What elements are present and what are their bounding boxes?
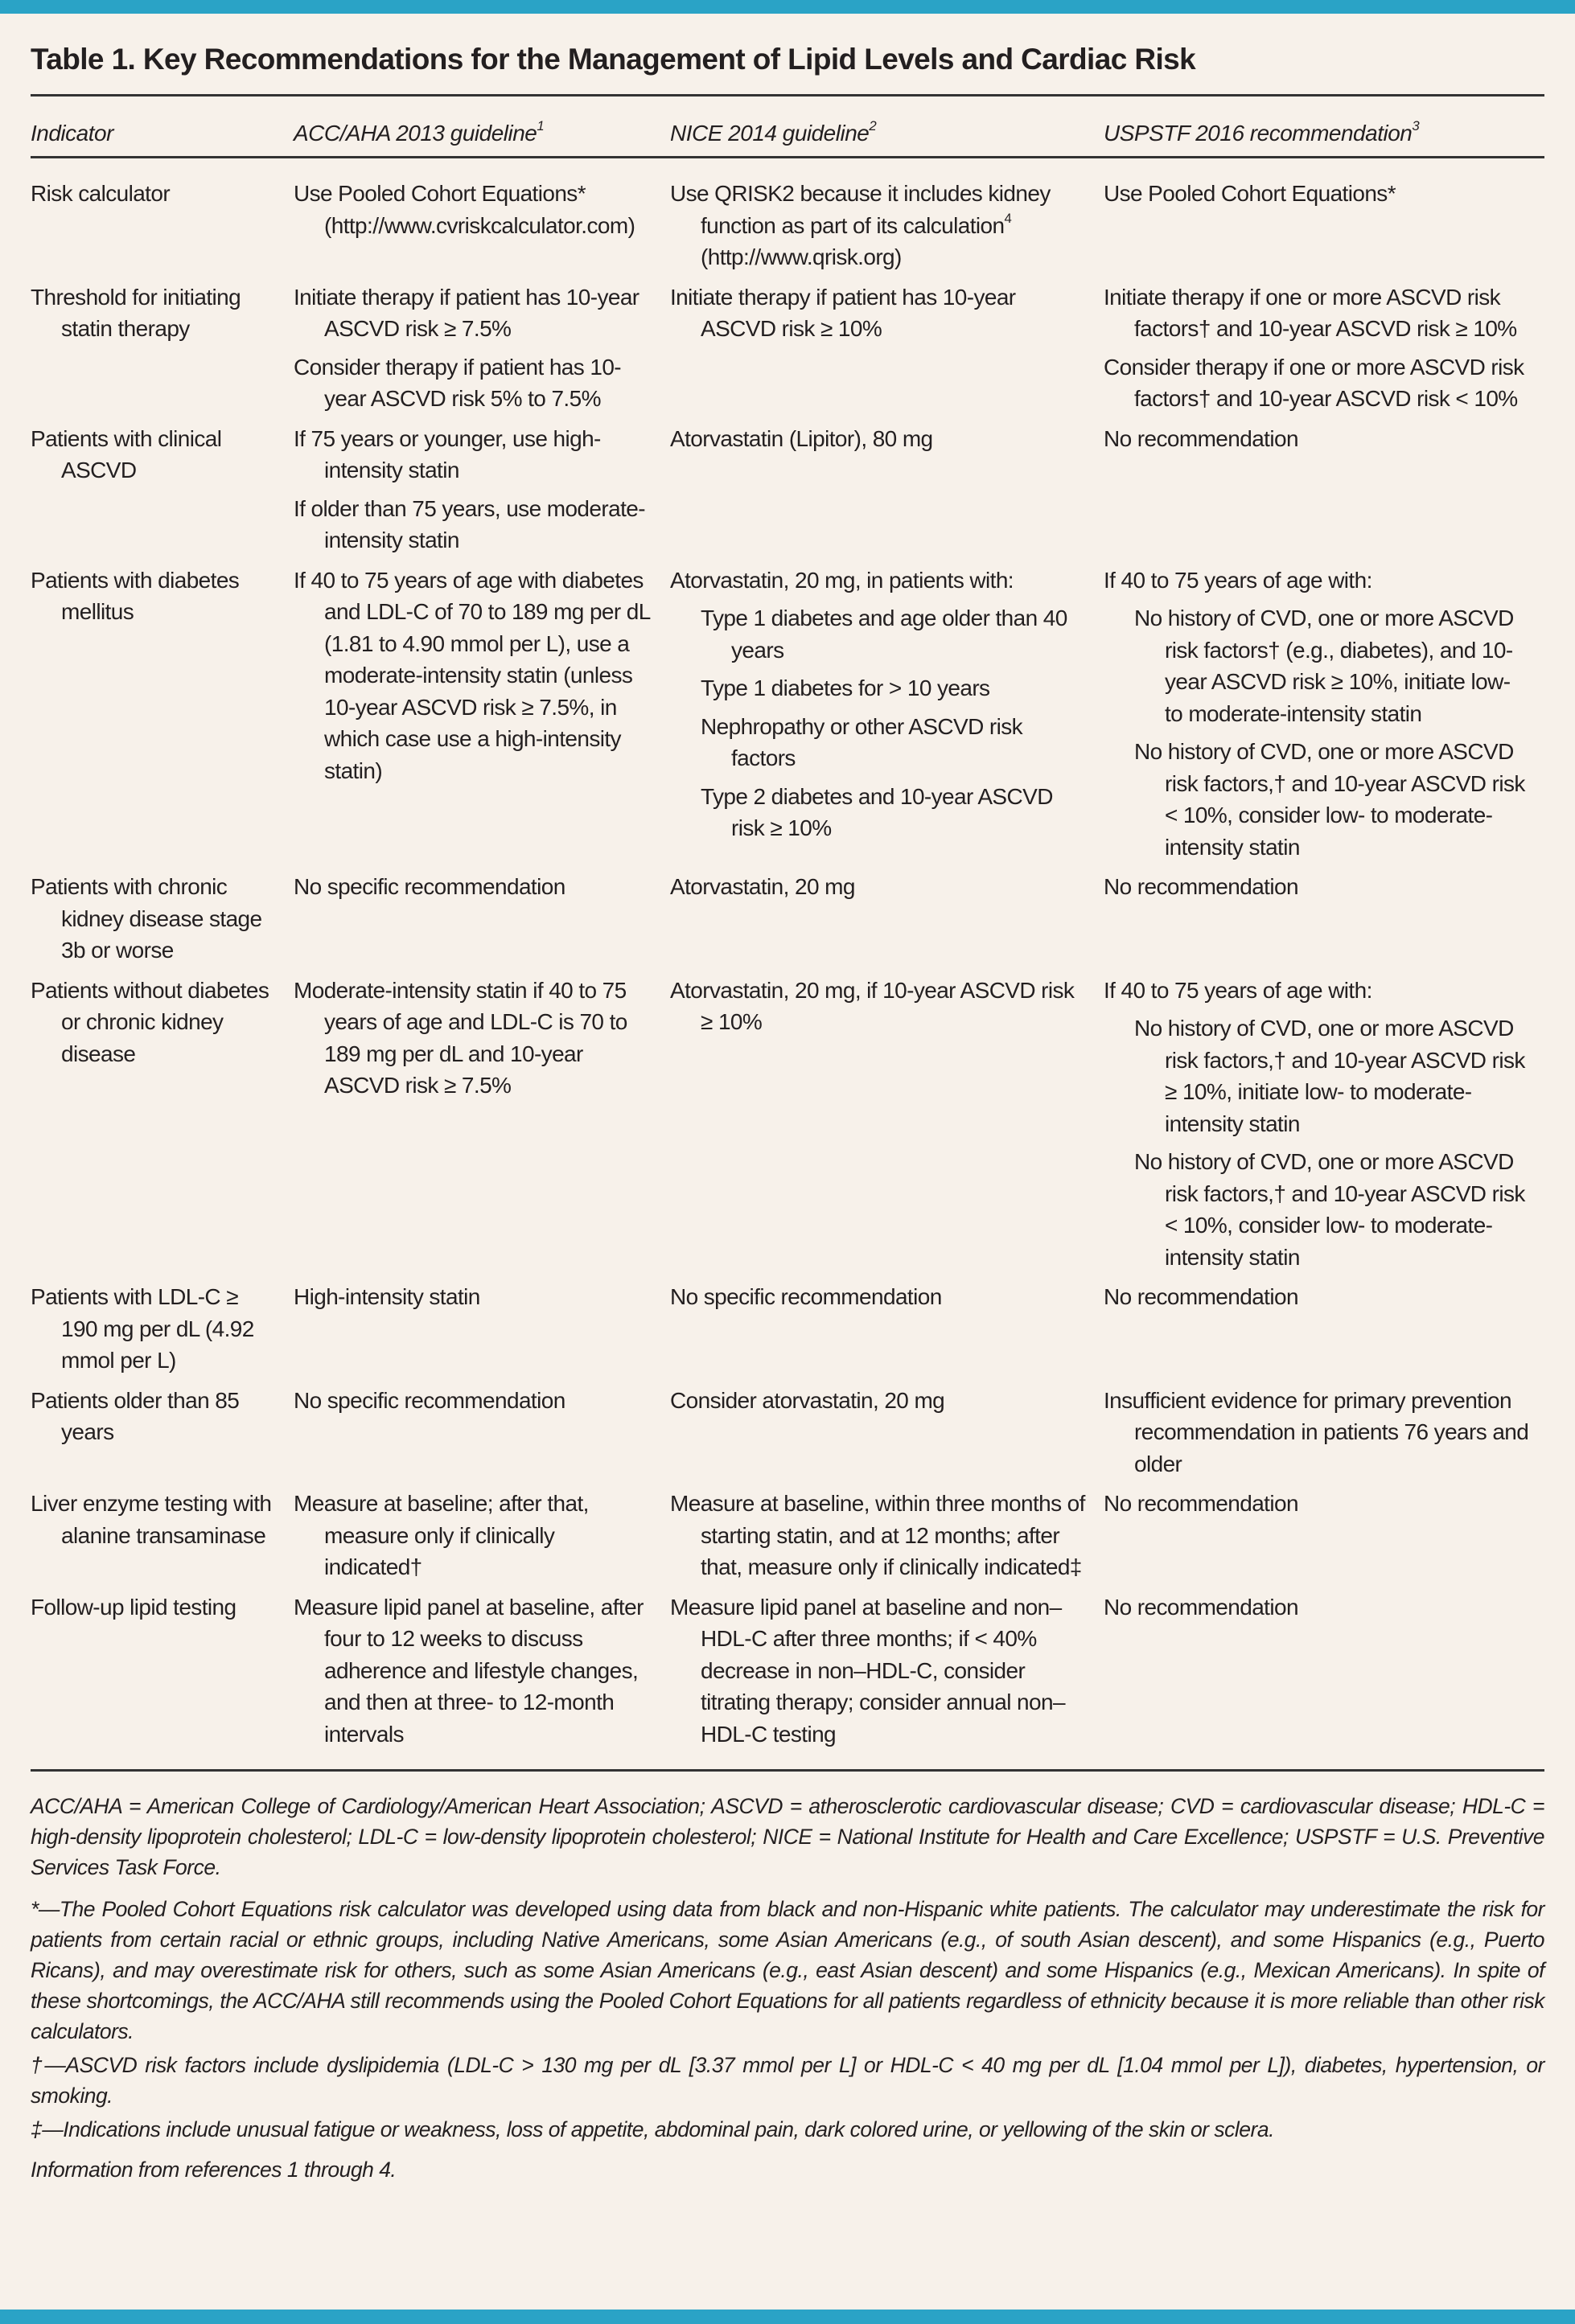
cell-uspstf	[1104, 565, 1544, 872]
recommendation	[1104, 871, 1530, 903]
header-row	[31, 96, 1544, 156]
table-row	[31, 565, 1544, 872]
table-body	[31, 158, 1544, 1758]
cell-uspstf	[1104, 975, 1544, 1282]
table-row	[31, 158, 1544, 281]
cell-uspstf	[1104, 281, 1544, 423]
recommendation-text: If 40 to 75 years of age with:	[1104, 567, 1372, 593]
recommendation-text: No history of CVD, one or more ASCVD risk factors,† and 10-year ASCVD risk ≥ 10%, initiate low- to moderate-intensity statin	[1134, 1016, 1525, 1136]
indicator-label: Patients with diabetes mellitus	[31, 567, 240, 624]
cell-acc-aha	[294, 565, 670, 872]
sub-recommendation	[670, 602, 1089, 666]
table-row	[31, 871, 1544, 975]
recommendation-text: No recommendation	[1104, 425, 1298, 451]
recommendation-text: Moderate-intensity statin if 40 to 75 years of age and LDL-C is 70 to 189 mg per dL and 10-year ASCVD risk ≥ 7.5%	[294, 977, 627, 1098]
cell-indicator	[31, 1385, 294, 1488]
recommendation-text: Type 1 diabetes and age older than 40 years	[701, 606, 1067, 663]
recommendation	[1104, 1591, 1530, 1624]
recommendation-text: Use Pooled Cohort Equations* (http://www.cvriskcalculator.com)	[294, 181, 635, 238]
cell-nice	[670, 565, 1104, 872]
cell-acc-aha	[294, 1591, 670, 1759]
recommendation	[294, 1385, 656, 1417]
footnote-asterisk: *—The Pooled Cohort Equations risk calculator was developed using data from black and non-Hispanic white patients. The calculator may underestimate the risk for patients from certain racial or ethnic groups, including Native Americans, some Asian Americans (e.g., of south Asian descent), and some Hispanics (e.g., Puerto Ricans), and may overestimate risk for others, such as some Asian Americans (e.g., east Asian descent) and some Hispanics (e.g., Mexican Americans). In spite of these shortcomings, the ACC/AHA still recommends using the Pooled Cohort Equations for all patients regardless of ethnicity because it is more reliable than other risk calculators.	[31, 1897, 1544, 2043]
indicator-label: Patients with clinical ASCVD	[31, 425, 222, 482]
recommendation-text: Measure at baseline; after that, measure only if clinically indicated†	[294, 1491, 589, 1579]
column-header-acc-aha: ACC/AHA 2013 guideline$^1$	[294, 118, 545, 146]
recommendation	[294, 1281, 656, 1313]
table-row	[31, 281, 1544, 423]
reference-superscript: 4	[1004, 210, 1012, 226]
recommendation-text: Measure lipid panel at baseline, after four to 12 weeks to discuss adherence and lifestyle changes, and then at three- to 12-month intervals	[294, 1594, 644, 1747]
cell-acc-aha	[294, 1488, 670, 1591]
recommendation-text: No recommendation	[1104, 1594, 1298, 1620]
recommendation-text: No history of CVD, one or more ASCVD risk factors,† and 10-year ASCVD risk < 10%, consider low- to moderate-intensity statin	[1134, 1149, 1525, 1270]
reference-superscript: 1	[537, 118, 545, 134]
table-row	[31, 1385, 1544, 1488]
cell-acc-aha	[294, 158, 670, 281]
recommendation	[1104, 975, 1530, 1007]
recommendation-text: Atorvastatin, 20 mg	[670, 874, 855, 899]
recommendation-text: No history of CVD, one or more ASCVD risk factors,† and 10-year ASCVD risk < 10%, consider low- to moderate-intensity statin	[1134, 739, 1525, 860]
indicator-label: Patients with chronic kidney disease stage 3b or worse	[31, 874, 262, 963]
recommendation	[670, 1385, 1089, 1417]
recommendation-text: Nephropathy or other ASCVD risk factors	[701, 713, 1023, 770]
table-bottom-rule	[31, 1769, 1544, 1772]
recommendation	[294, 493, 656, 556]
recommendation-text: Atorvastatin, 20 mg, in patients with:	[670, 567, 1014, 593]
sub-recommendation	[1104, 602, 1530, 729]
cell-nice	[670, 1488, 1104, 1591]
cell-nice	[670, 871, 1104, 975]
recommendation-text: If 75 years or younger, use high-intensity statin	[294, 425, 601, 482]
column-header-indicator: Indicator	[31, 121, 113, 146]
indicator-label: Patients older than 85 years	[31, 1387, 240, 1444]
table-row	[31, 1591, 1544, 1759]
sub-recommendation	[1104, 1012, 1530, 1139]
cell-indicator	[31, 975, 294, 1282]
recommendation	[1104, 1281, 1530, 1313]
recommendation-text: No recommendation	[1104, 874, 1298, 899]
cell-nice	[670, 1385, 1104, 1488]
cell-acc-aha	[294, 871, 670, 975]
indicator-label: Patients with LDL-C ≥ 190 mg per dL (4.92 mmol per L)	[31, 1284, 254, 1373]
recommendation-text: No recommendation	[1104, 1284, 1298, 1309]
recommendation-text: Consider therapy if patient has 10-year ASCVD risk 5% to 7.5%	[294, 354, 622, 411]
recommendation	[670, 565, 1089, 597]
cell-uspstf	[1104, 1281, 1544, 1385]
cell-nice	[670, 1281, 1104, 1385]
table-footnotes	[31, 1791, 1544, 2185]
cell-nice	[670, 975, 1104, 1282]
cell-uspstf	[1104, 1591, 1544, 1759]
recommendation-text: Initiate therapy if patient has 10-year ASCVD risk ≥ 7.5%	[294, 284, 639, 341]
recommendation-text: If 40 to 75 years of age with:	[1104, 977, 1372, 1003]
recommendation	[670, 1488, 1089, 1583]
indicator-label: Risk calculator	[31, 181, 171, 206]
recommendation-text: Type 2 diabetes and 10-year ASCVD risk ≥ 10%	[701, 783, 1053, 840]
cell-uspstf	[1104, 1385, 1544, 1488]
recommendation	[294, 351, 656, 415]
indicator-label: Follow-up lipid testing	[31, 1594, 236, 1620]
recommendation	[670, 423, 1089, 455]
footnote-source: Information from references 1 through 4.	[31, 2158, 397, 2182]
sub-recommendation	[670, 672, 1089, 704]
recommendation	[1104, 351, 1530, 415]
reference-superscript: 2	[869, 118, 877, 134]
recommendation-text: Initiate therapy if patient has 10-year ASCVD risk ≥ 10%	[670, 284, 1016, 341]
sub-recommendation	[1104, 736, 1530, 863]
cell-uspstf	[1104, 871, 1544, 975]
recommendation-text: No specific recommendation	[294, 1387, 565, 1413]
recommendation-text: No specific recommendation	[670, 1284, 942, 1309]
cell-nice	[670, 1591, 1104, 1759]
table-row	[31, 1488, 1544, 1591]
cell-indicator	[31, 565, 294, 872]
recommendation	[1104, 565, 1530, 597]
recommendation	[1104, 1488, 1530, 1520]
cell-indicator	[31, 281, 294, 423]
recommendation-text: Insufficient evidence for primary prevention recommendation in patients 76 years and older	[1104, 1387, 1529, 1476]
recommendation-text: If older than 75 years, use moderate-intensity statin	[294, 495, 645, 552]
recommendation	[670, 871, 1089, 903]
cell-uspstf	[1104, 1488, 1544, 1591]
cell-nice	[670, 158, 1104, 281]
cell-uspstf	[1104, 423, 1544, 565]
recommendation	[294, 871, 656, 903]
recommendation	[1104, 178, 1530, 210]
recommendation-text: If 40 to 75 years of age with diabetes and LDL-C of 70 to 189 mg per dL (1.81 to 4.90 mmol per L), use a moderate-intensity statin (unless 10-year ASCVD risk ≥ 7.5%, in which case use a high-intensity statin)	[294, 567, 650, 783]
recommendation-text: Measure lipid panel at baseline and non–HDL-C after three months; if < 40% decrease in non–HDL-C, consider titrating therapy; consider annual non–HDL-C testing	[670, 1594, 1065, 1747]
table-title: Table 1. Key Recommendations for the Management of Lipid Levels and Cardiac Risk	[31, 43, 1196, 76]
recommendation-text: No recommendation	[1104, 1491, 1298, 1516]
sub-recommendation	[1104, 1146, 1530, 1273]
recommendations-table	[31, 96, 1544, 1758]
cell-acc-aha	[294, 281, 670, 423]
table-row	[31, 1281, 1544, 1385]
sub-recommendation	[670, 781, 1089, 844]
recommendation	[294, 1591, 656, 1751]
recommendation-text: Use Pooled Cohort Equations*	[1104, 181, 1396, 206]
table-figure	[31, 14, 1544, 2196]
cell-indicator	[31, 158, 294, 281]
recommendation	[294, 178, 656, 241]
cell-acc-aha	[294, 1281, 670, 1385]
recommendation	[294, 1488, 656, 1583]
recommendation	[670, 281, 1089, 345]
cell-indicator	[31, 423, 294, 565]
footnote-double-dagger: ‡—Indications include unusual fatigue or weakness, loss of appetite, abdominal pain, dark colored urine, or yellowing of the skin or sclera.	[31, 2117, 1274, 2141]
recommendation-url: (http://www.qrisk.org)	[701, 244, 902, 269]
recommendation-text: Consider atorvastatin, 20 mg	[670, 1387, 945, 1413]
recommendation	[294, 281, 656, 345]
recommendation-text: Type 1 diabetes for > 10 years	[701, 675, 990, 700]
recommendation-text: Atorvastatin (Lipitor), 80 mg	[670, 425, 933, 451]
indicator-label: Patients without diabetes or chronic kidney disease	[31, 977, 269, 1066]
top-accent-bar	[0, 0, 1575, 14]
recommendation	[670, 178, 1089, 273]
footnote-abbreviations: ACC/AHA = American College of Cardiology/American Heart Association; ASCVD = atherosclerotic cardiovascular disease; CVD = cardiovascular disease; HDL-C = high-density lipoprotein cholesterol; LDL-C = low-density lipoprotein cholesterol; NICE = National Institute for Health and Care Excellence; USPSTF = U.S. Preventive Services Task Force.	[31, 1794, 1544, 1879]
recommendation	[670, 1591, 1089, 1751]
reference-superscript: 3	[1412, 118, 1420, 134]
recommendation-text: Use QRISK2 because it includes kidney function as part of its calculation	[670, 181, 1051, 238]
indicator-label: Threshold for initiating statin therapy	[31, 284, 241, 341]
recommendation	[670, 1281, 1089, 1313]
cell-nice	[670, 281, 1104, 423]
cell-uspstf	[1104, 158, 1544, 281]
indicator-label: Liver enzyme testing with alanine transaminase	[31, 1491, 272, 1548]
recommendation-text: Measure at baseline, within three months of starting statin, and at 12 months; after that, measure only if clinically indicated‡	[670, 1491, 1085, 1579]
column-header-nice: NICE 2014 guideline$^2$	[670, 118, 877, 146]
footnote-dagger: †—ASCVD risk factors include dyslipidemia (LDL-C > 130 mg per dL [3.37 mmol per L] or HDL-C < 40 mg per dL [1.04 mmol per L]), diabetes, hypertension, or smoking.	[31, 2053, 1544, 2108]
recommendation	[294, 423, 656, 487]
recommendation	[294, 565, 656, 787]
cell-acc-aha	[294, 975, 670, 1282]
table-row	[31, 975, 1544, 1282]
sub-recommendation	[670, 711, 1089, 774]
recommendation-text: High-intensity statin	[294, 1284, 480, 1309]
recommendation	[1104, 281, 1530, 345]
recommendation	[1104, 423, 1530, 455]
cell-acc-aha	[294, 423, 670, 565]
column-header-uspstf: USPSTF 2016 recommendation$^3$	[1104, 118, 1420, 146]
recommendation-text: Atorvastatin, 20 mg, if 10-year ASCVD risk ≥ 10%	[670, 977, 1075, 1034]
recommendation	[1104, 1385, 1530, 1480]
cell-indicator	[31, 1281, 294, 1385]
bottom-accent-bar	[0, 2310, 1575, 2324]
recommendation-text: No specific recommendation	[294, 874, 565, 899]
recommendation-text: Consider therapy if one or more ASCVD risk factors† and 10-year ASCVD risk < 10%	[1104, 354, 1524, 411]
cell-indicator	[31, 871, 294, 975]
recommendation	[294, 975, 656, 1102]
recommendation-text: Initiate therapy if one or more ASCVD risk factors† and 10-year ASCVD risk ≥ 10%	[1104, 284, 1517, 341]
recommendation-text: No history of CVD, one or more ASCVD risk factors† (e.g., diabetes), and 10-year ASCVD risk ≥ 10%, initiate low- to moderate-intensity statin	[1134, 606, 1514, 726]
cell-nice	[670, 423, 1104, 565]
recommendation	[670, 975, 1089, 1038]
table-row	[31, 423, 1544, 565]
cell-indicator	[31, 1488, 294, 1591]
cell-indicator	[31, 1591, 294, 1759]
cell-acc-aha	[294, 1385, 670, 1488]
